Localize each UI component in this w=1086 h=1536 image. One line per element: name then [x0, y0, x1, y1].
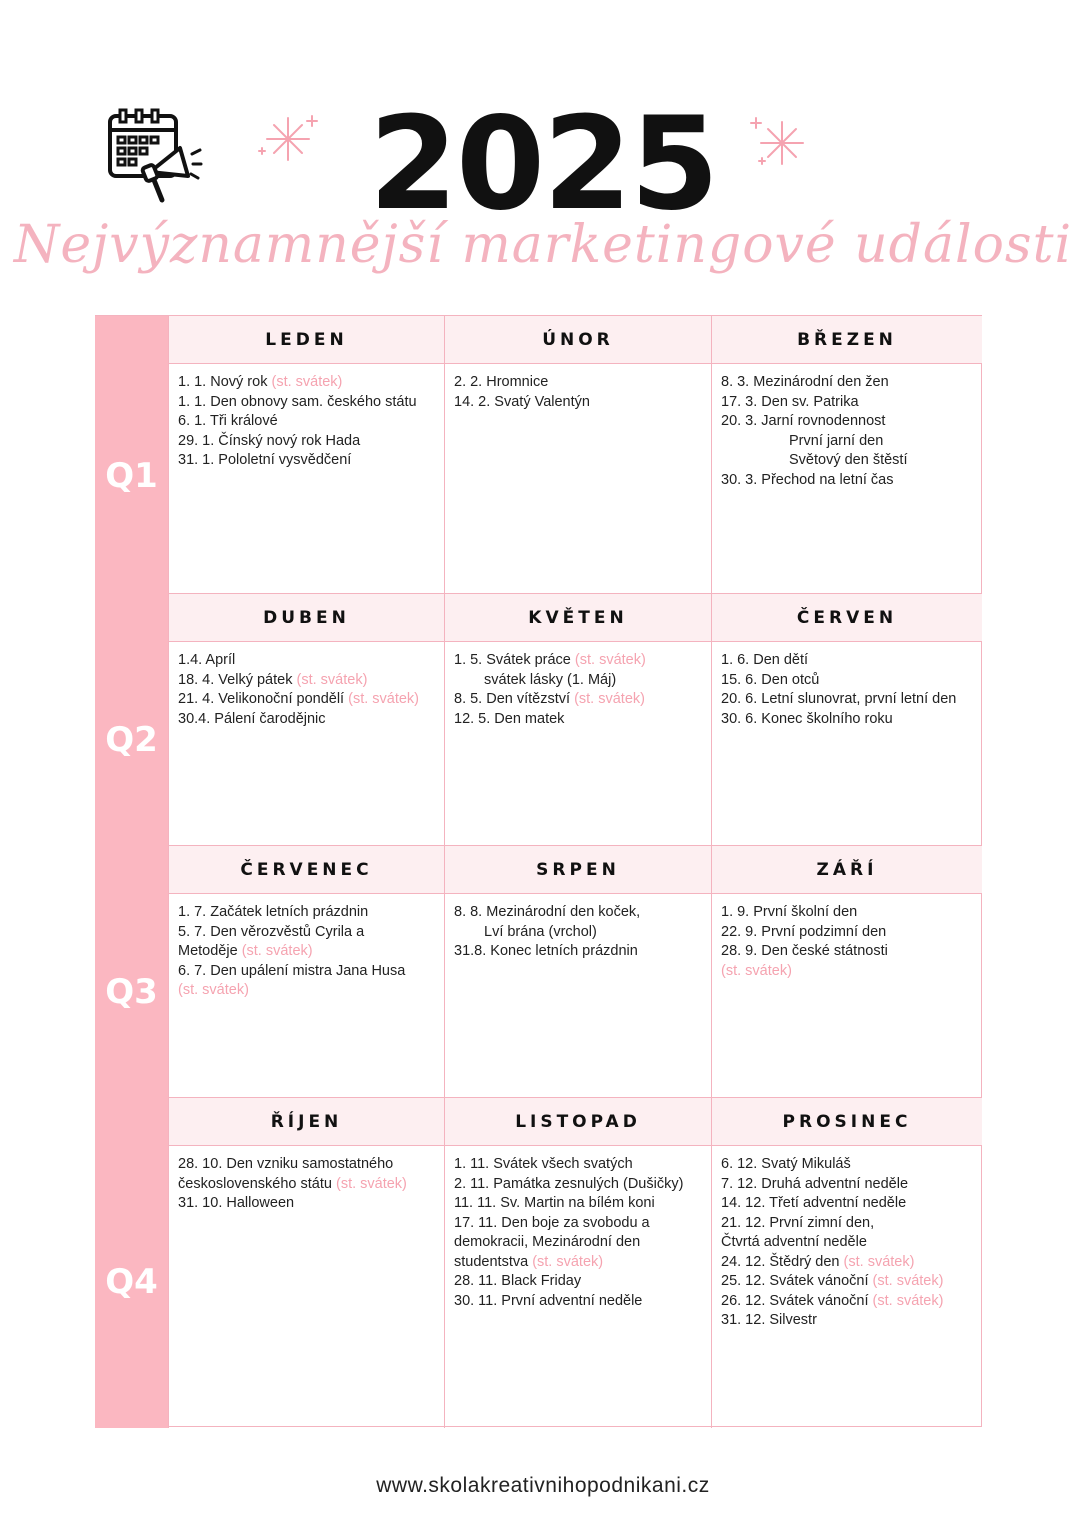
event-text: 20. 3. Jarní rovnodennost: [721, 413, 886, 429]
event-item: [721, 1292, 974, 1312]
event-item: [721, 710, 974, 730]
holiday-tag: (st. svátek): [296, 671, 368, 688]
holiday-tag: (st. svátek): [271, 374, 343, 390]
month-name: SRPEN: [445, 846, 711, 894]
event-text: 14. 2. Svatý Valentýn: [454, 393, 590, 410]
month-card: [168, 1098, 444, 1428]
event-item: [178, 651, 436, 671]
month-name: ZÁŘÍ: [712, 846, 982, 894]
event-text: 25. 12. Svátek vánoční: [721, 1273, 873, 1289]
event-text: 14. 12. Třetí adventní neděle: [721, 1195, 907, 1211]
event-item: [178, 1155, 436, 1175]
event-text: Metoděje: [178, 943, 242, 959]
event-item: [178, 671, 436, 691]
event-text: 18. 4. Velký pátek: [178, 671, 297, 688]
event-item: [454, 1272, 703, 1292]
event-list: [445, 894, 711, 962]
event-item: [178, 962, 436, 982]
event-text: 28. 11. Black Friday: [454, 1273, 582, 1289]
event-text: 29. 1. Čínský nový rok Hada: [178, 432, 361, 449]
event-text: demokracii, Mezinárodní den: [454, 1234, 641, 1250]
event-text: První jarní den: [789, 432, 884, 449]
event-item: [454, 1214, 703, 1234]
month-name: ČERVEN: [712, 594, 982, 642]
month-name: KVĚTEN: [445, 594, 711, 642]
event-list: [712, 1146, 982, 1331]
holiday-tag: (st. svátek): [843, 1253, 915, 1270]
month-card: [444, 316, 711, 594]
month-card: [711, 1098, 982, 1428]
month-name: BŘEZEN: [712, 316, 982, 364]
event-item: [454, 710, 703, 730]
event-text: 1. 6. Den dětí: [721, 652, 809, 668]
month-card: [444, 846, 711, 1098]
event-text: 30. 11. První adventní neděle: [454, 1292, 643, 1309]
event-list: [169, 1146, 444, 1214]
event-text: 12. 5. Den matek: [454, 710, 565, 727]
event-list: [712, 894, 982, 981]
event-item: [178, 1175, 436, 1195]
holiday-tag: (st. svátek): [872, 1273, 944, 1289]
event-item: [721, 1175, 974, 1195]
month-card: [168, 316, 444, 594]
event-text: 21. 12. První zimní den,: [721, 1214, 875, 1231]
event-text: československého státu: [178, 1175, 336, 1192]
event-text: 31. 1. Pololetní vysvědčení: [178, 452, 352, 468]
event-list: [169, 642, 444, 729]
event-text: 20. 6. Letní slunovrat, první letní den: [721, 691, 957, 707]
event-text: 2. 2. Hromnice: [454, 374, 549, 390]
month-name: LISTOPAD: [445, 1098, 711, 1146]
event-text: 15. 6. Den otců: [721, 671, 820, 688]
month-card: [711, 594, 982, 846]
event-text: 1. 1. Nový rok: [178, 374, 272, 390]
footer-url: www.skolakreativnihopodnikani.cz: [376, 1474, 710, 1497]
event-item: [454, 1253, 703, 1273]
holiday-tag: (st. svátek): [532, 1253, 604, 1270]
event-text: 1. 1. Den obnovy sam. českého státu: [178, 393, 417, 410]
event-item: [178, 451, 436, 471]
month-name: ČERVENEC: [169, 846, 444, 894]
event-item: [721, 1155, 974, 1175]
event-item: [721, 373, 974, 393]
event-text: 28. 10. Den vzniku samostatného: [178, 1156, 394, 1172]
event-item: [454, 393, 703, 413]
event-item: [178, 981, 436, 1001]
page-subtitle: Nejvýznamnější marketingové události: [13, 215, 1073, 275]
holiday-tag: (st. svátek): [872, 1292, 944, 1309]
event-item: [721, 651, 974, 671]
event-item: [721, 1214, 974, 1234]
event-item: [721, 1194, 974, 1214]
month-name: ŘÍJEN: [169, 1098, 444, 1146]
event-list: [445, 642, 711, 729]
event-item: [454, 923, 703, 943]
event-item: [721, 903, 974, 923]
holiday-tag: (st. svátek): [574, 691, 645, 707]
event-item: [454, 942, 703, 962]
event-item: [721, 671, 974, 691]
event-item: [178, 393, 436, 413]
event-item: [721, 942, 974, 962]
event-list: [169, 894, 444, 1001]
event-item: [178, 923, 436, 943]
year-title: 2025: [368, 90, 718, 239]
month-card: [168, 594, 444, 846]
event-item: [721, 1253, 974, 1273]
holiday-tag: (st. svátek): [178, 982, 249, 998]
holiday-tag: (st. svátek): [335, 1175, 407, 1192]
event-item: [721, 1311, 974, 1331]
month-card: [444, 1098, 711, 1428]
month-card: [711, 846, 982, 1098]
event-text: 1. 11. Svátek všech svatých: [454, 1156, 633, 1172]
month-card: [444, 594, 711, 846]
event-item: [178, 373, 436, 393]
event-item: [454, 690, 703, 710]
event-list: [712, 364, 982, 490]
event-text: Lví brána (vrchol): [484, 923, 597, 940]
event-item: [721, 393, 974, 413]
event-text: studentstva: [454, 1253, 533, 1270]
event-text: 21. 4. Velikonoční pondělí: [178, 691, 349, 707]
quarter-label-q1: Q1: [95, 316, 168, 594]
event-item: [454, 671, 703, 691]
event-text: 2. 11. Památka zesnulých (Dušičky): [454, 1175, 684, 1192]
event-text: 22. 9. První podzimní den: [721, 923, 887, 940]
holiday-tag: (st. svátek): [241, 943, 313, 959]
event-text: 11. 11. Sv. Martin na bílém koni: [454, 1195, 655, 1211]
event-item: [721, 471, 974, 491]
event-item: [178, 903, 436, 923]
event-item: [454, 373, 703, 393]
event-text: 7. 12. Druhá adventní neděle: [721, 1175, 909, 1192]
event-list: [712, 642, 982, 729]
event-item: [454, 1194, 703, 1214]
event-item: [454, 1175, 703, 1195]
event-item: [721, 923, 974, 943]
event-text: 31.8. Konec letních prázdnin: [454, 943, 638, 959]
event-item: [178, 432, 436, 452]
event-text: 17. 11. Den boje za svobodu a: [454, 1214, 650, 1231]
quarter-label-q2: Q2: [95, 594, 168, 846]
month-name: ÚNOR: [445, 316, 711, 364]
event-item: [454, 651, 703, 671]
event-text: Světový den štěstí: [789, 452, 908, 468]
event-text: 30.4. Pálení čarodějnic: [178, 710, 326, 727]
event-item: [721, 451, 974, 471]
month-name: DUBEN: [169, 594, 444, 642]
event-item: [721, 1272, 974, 1292]
event-item: [178, 942, 436, 962]
quarter-label-q4: Q4: [95, 1098, 168, 1428]
quarter-label-q3: Q3: [95, 846, 168, 1098]
event-item: [721, 1233, 974, 1253]
holiday-tag: (st. svátek): [574, 652, 646, 668]
event-text: 5. 7. Den věrozvěstů Cyrila a: [178, 923, 365, 940]
event-text: 8. 8. Mezinárodní den koček,: [454, 904, 641, 920]
event-item: [178, 1194, 436, 1214]
event-text: 1. 9. První školní den: [721, 904, 858, 920]
event-item: [178, 710, 436, 730]
event-item: [454, 1233, 703, 1253]
event-item: [454, 1155, 703, 1175]
month-name: PROSINEC: [712, 1098, 982, 1146]
month-card: [711, 316, 982, 594]
event-text: svátek lásky (1. Máj): [484, 671, 617, 688]
event-item: [454, 903, 703, 923]
event-item: [721, 412, 974, 432]
event-text: 8. 3. Mezinárodní den žen: [721, 374, 889, 390]
event-text: 31. 10. Halloween: [178, 1195, 295, 1211]
month-name: LEDEN: [169, 316, 444, 364]
event-text: 30. 6. Konec školního roku: [721, 710, 893, 727]
event-item: [721, 432, 974, 452]
event-text: 31. 12. Silvestr: [721, 1312, 817, 1328]
event-text: 6. 1. Tři králové: [178, 413, 278, 429]
month-card: [168, 846, 444, 1098]
event-text: 8. 5. Den vítězství: [454, 691, 575, 707]
event-item: [454, 1292, 703, 1312]
event-item: [721, 690, 974, 710]
event-text: 26. 12. Svátek vánoční: [721, 1292, 873, 1309]
event-list: [445, 1146, 711, 1311]
event-item: [178, 690, 436, 710]
event-text: 1.4. Apríl: [178, 652, 236, 668]
page-header: [0, 0, 1086, 310]
event-text: 30. 3. Přechod na letní čas: [721, 471, 894, 488]
event-text: 28. 9. Den české státnosti: [721, 943, 888, 959]
event-list: [445, 364, 711, 412]
event-text: 1. 7. Začátek letních prázdnin: [178, 904, 369, 920]
event-text: Čtvrtá adventní neděle: [721, 1234, 867, 1250]
event-text: 1. 5. Svátek práce: [454, 652, 575, 668]
event-text: 6. 12. Svatý Mikuláš: [721, 1156, 851, 1172]
event-text: 17. 3. Den sv. Patrika: [721, 393, 859, 410]
holiday-tag: (st. svátek): [348, 691, 420, 707]
marketing-calendar-grid: [95, 315, 982, 1427]
holiday-tag: (st. svátek): [721, 962, 792, 979]
event-text: 24. 12. Štědrý den: [721, 1253, 844, 1270]
event-item: [721, 962, 974, 982]
event-item: [178, 412, 436, 432]
event-list: [169, 364, 444, 471]
event-text: 6. 7. Den upálení mistra Jana Husa: [178, 962, 406, 979]
